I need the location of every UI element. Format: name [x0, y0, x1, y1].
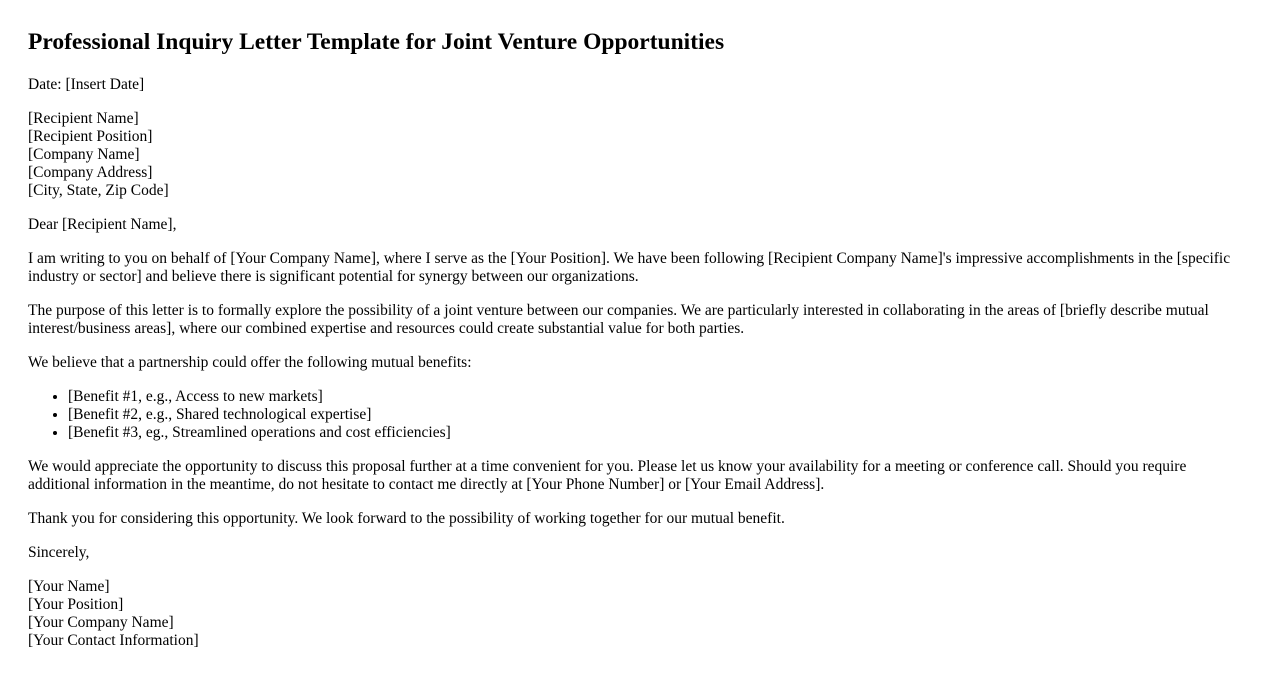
- recipient-address: [28, 110, 1250, 200]
- signature-name: [Your Name]: [28, 578, 110, 595]
- recipient-name: [Recipient Name]: [28, 110, 139, 127]
- recipient-city-state-zip: [City, State, Zip Code]: [28, 182, 169, 199]
- signoff: Sincerely,: [28, 544, 90, 561]
- signature-company: [Your Company Name]: [28, 614, 174, 631]
- salutation: Dear [Recipient Name],: [28, 216, 177, 233]
- paragraph-purpose: The purpose of this letter is to formally explore the possibility of a joint venture between our companies. We are particularly interested in collaborating in the areas of [briefly describe mutual interest/business areas], where our combined expertise and resources could create substantial value for both parties.: [28, 302, 1209, 337]
- paragraph-intro: I am writing to you on behalf of [Your Company Name], where I serve as the [Your Position]. We have been following [Recipient Company Name]'s impressive accomplishments in the [specific industry or sector] and believe there is significant potential for synergy between our organizations.: [28, 250, 1231, 285]
- recipient-company: [Company Name]: [28, 146, 140, 163]
- recipient-company-address: [Company Address]: [28, 164, 153, 181]
- benefits-list: [28, 388, 1250, 442]
- paragraph-thanks: Thank you for considering this opportunity. We look forward to the possibility of working together for our mutual benefit.: [28, 510, 785, 527]
- signature-contact: [Your Contact Information]: [28, 632, 199, 649]
- date-line: Date: [Insert Date]: [28, 76, 145, 93]
- paragraph-discussion: We would appreciate the opportunity to discuss this proposal further at a time convenient for you. Please let us know your availability for a meeting or conference call. Should you require additional information in the meantime, do not hesitate to contact me directly at [Your Phone Number] or [Your Email Address].: [28, 458, 1187, 493]
- list-item: • [Benefit #1, e.g., Access to new markets]: [68, 388, 1250, 406]
- letter-page: [0, 28, 1278, 650]
- page-title: Professional Inquiry Letter Template for Joint Venture Opportunities: [28, 29, 725, 55]
- paragraph-benefits-intro: We believe that a partnership could offer the following mutual benefits:: [28, 354, 472, 371]
- signature-block: [28, 578, 1250, 650]
- list-item: • [Benefit #2, e.g., Shared technological expertise]: [68, 406, 1250, 424]
- signature-position: [Your Position]: [28, 596, 124, 613]
- recipient-position: [Recipient Position]: [28, 128, 153, 145]
- list-item: • [Benefit #3, eg., Streamlined operations and cost efficiencies]: [68, 424, 1250, 442]
